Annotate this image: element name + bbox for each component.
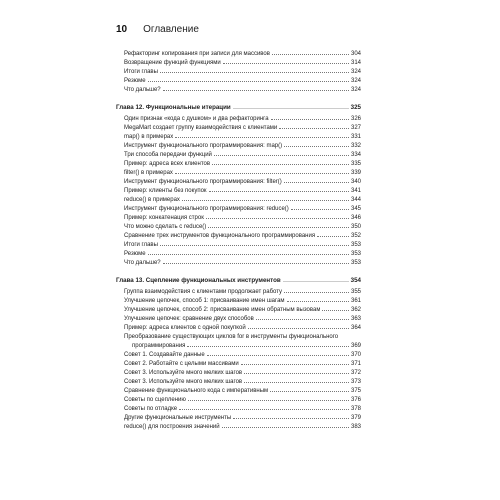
- dot-leader: [284, 182, 349, 183]
- toc-entry: [116, 86, 361, 95]
- toc-entry-page: 344: [350, 197, 361, 203]
- dot-leader: [271, 119, 349, 120]
- dot-leader: [270, 391, 349, 392]
- toc-entry-page: 352: [350, 233, 361, 239]
- toc-entry-title: Резюме: [124, 251, 146, 257]
- dot-leader: [182, 200, 349, 201]
- dot-leader: [322, 310, 349, 311]
- toc-entry-title: reduce() для построения значений: [124, 424, 220, 430]
- toc-entry-title: Инструмент функционального программирования: reduce(): [124, 206, 289, 212]
- dot-leader: [208, 227, 349, 228]
- toc-entry-title: Итоги главы: [124, 69, 158, 75]
- toc-entry-title: Пример: клиенты без покупок: [124, 188, 207, 194]
- toc-entry-page: 372: [350, 370, 361, 376]
- toc-entry: [116, 288, 361, 297]
- toc-entry: [116, 351, 361, 360]
- dot-leader: [284, 146, 349, 147]
- toc-entry-page: 334: [350, 152, 361, 158]
- toc-entry-page: 376: [350, 397, 361, 403]
- dot-leader: [163, 263, 349, 264]
- toc-entry: [116, 387, 361, 396]
- toc-entry-page: 331: [350, 134, 361, 140]
- toc-entry-page: 314: [350, 60, 361, 66]
- toc-entry-title: Совет 3. Используйте много мелких шагов: [124, 370, 243, 376]
- toc-chapter-entry: [116, 101, 361, 112]
- toc-entry-page: 325: [350, 104, 361, 111]
- dot-leader: [214, 155, 349, 156]
- toc-entry-title: Что дальше?: [124, 87, 161, 93]
- dot-leader: [206, 218, 349, 219]
- dot-leader: [233, 418, 349, 419]
- dot-leader: [175, 173, 349, 174]
- toc-entry-page: 350: [350, 224, 361, 230]
- toc-entry: [116, 178, 361, 187]
- toc-entry: [116, 187, 361, 196]
- toc-entry-page: 383: [350, 424, 361, 430]
- dot-leader: [209, 191, 349, 192]
- toc-entry-page: 371: [350, 361, 361, 367]
- toc-entry: [116, 324, 361, 333]
- dot-leader: [175, 137, 349, 138]
- toc-entry-title: Советы по сцеплению: [124, 397, 186, 403]
- toc-entry-title: Сравнение функционального кода с императивным: [124, 388, 269, 394]
- toc-entry-title: Резюме: [124, 78, 146, 84]
- toc-entry: [116, 259, 361, 268]
- toc-entry-title: Возвращение функций функциями: [124, 60, 221, 66]
- toc-entry-title: Три способа передачи функций: [124, 152, 212, 158]
- toc-entry: [116, 414, 361, 423]
- toc-entry: [116, 342, 361, 351]
- toc-entry: [116, 405, 361, 414]
- table-of-contents: [116, 50, 361, 432]
- toc-entry-title: Пример: адреса клиентов с одной покупкой: [124, 325, 246, 331]
- page-header: [116, 24, 199, 35]
- toc-entry-page: 353: [350, 242, 361, 248]
- dot-leader: [187, 346, 349, 347]
- toc-entry: [116, 133, 361, 142]
- toc-entry-title: Пример: адреса всех клиентов: [124, 161, 211, 167]
- page-title: Оглавление: [143, 24, 199, 35]
- toc-entry-page: 324: [350, 78, 361, 84]
- toc-entry-page: 373: [350, 379, 361, 385]
- toc-entry: [116, 124, 361, 133]
- toc-entry-page: 364: [350, 325, 361, 331]
- dot-leader: [248, 328, 349, 329]
- toc-entry: [116, 333, 361, 342]
- dot-leader: [283, 281, 349, 282]
- toc-entry: [116, 214, 361, 223]
- toc-entry: [116, 68, 361, 77]
- dot-leader: [160, 245, 349, 246]
- dot-leader: [256, 319, 349, 320]
- dot-leader: [287, 301, 349, 302]
- toc-entry-page: 340: [350, 179, 361, 185]
- toc-entry: [116, 241, 361, 250]
- dot-leader: [207, 355, 349, 356]
- toc-entry-page: 378: [350, 406, 361, 412]
- toc-entry-title: Улучшение цепочек, способ 2: присваивание имен обратным вызовам: [124, 307, 321, 313]
- toc-entry: [116, 223, 361, 232]
- toc-entry-title: Сравнение трех инструментов функционального программирования: [124, 233, 316, 239]
- dot-leader: [160, 72, 349, 73]
- toc-entry: [116, 169, 361, 178]
- toc-entry-page: 332: [350, 143, 361, 149]
- toc-entry: [116, 59, 361, 68]
- toc-entry-title: Глава 13. Сцепление функциональных инструментов: [116, 277, 281, 284]
- toc-entry-title: Итоги главы: [124, 242, 158, 248]
- toc-entry-page: 379: [350, 415, 361, 421]
- dot-leader: [212, 164, 349, 165]
- toc-entry: [116, 315, 361, 324]
- toc-entry-title: Улучшение цепочек, способ 1: присваивание имен шагам: [124, 298, 285, 304]
- toc-entry: [116, 378, 361, 387]
- toc-entry-page: 363: [350, 316, 361, 322]
- toc-entry: [116, 205, 361, 214]
- toc-entry: [116, 142, 361, 151]
- toc-entry-title: Инструмент функционального программирования: map(): [124, 143, 283, 149]
- dot-leader: [233, 108, 349, 109]
- toc-entry-page: 326: [350, 116, 361, 122]
- toc-entry-title: Глава 12. Функциональные итерации: [116, 104, 231, 111]
- toc-entry: [116, 423, 361, 432]
- toc-entry-title: Советы по отладке: [124, 406, 178, 412]
- toc-entry-title: Другие функциональные инструменты: [124, 415, 232, 421]
- toc-entry-page: 335: [350, 161, 361, 167]
- toc-entry-page: 369: [350, 343, 361, 349]
- toc-entry: [116, 369, 361, 378]
- dot-leader: [179, 409, 349, 410]
- toc-entry-title: Что дальше?: [124, 260, 161, 266]
- toc-entry-page: 327: [350, 125, 361, 131]
- toc-entry: [116, 77, 361, 86]
- toc-entry: [116, 396, 361, 405]
- toc-entry-title: Рефакторинг копирования при записи для массивов: [124, 51, 270, 57]
- dot-leader: [223, 63, 349, 64]
- dot-leader: [272, 54, 349, 55]
- toc-entry-title: Совет 2. Работайте с целыми массивами: [124, 361, 239, 367]
- toc-entry-title: Что можно сделать с reduce(): [124, 224, 207, 230]
- page-number: 10: [116, 24, 128, 35]
- toc-entry-title: Инструмент функционального программирования: filter(): [124, 179, 282, 185]
- toc-entry-page: 324: [350, 69, 361, 75]
- toc-entry: [116, 196, 361, 205]
- toc-entry-page: 354: [350, 277, 361, 284]
- dot-leader: [317, 236, 349, 237]
- dot-leader: [244, 382, 349, 383]
- toc-entry-page: 355: [350, 289, 361, 295]
- toc-entry-page: 353: [350, 251, 361, 257]
- toc-entry: [116, 160, 361, 169]
- toc-entry-title: filter() в примерах: [124, 170, 173, 176]
- dot-leader: [163, 90, 349, 91]
- toc-entry-title: Группа взаимодействия с клиентами продолжает работу: [124, 289, 283, 295]
- toc-entry: [116, 360, 361, 369]
- dot-leader: [279, 128, 349, 129]
- toc-entry-title: Совет 3. Используйте много мелких шагов: [124, 379, 243, 385]
- toc-entry-page: 324: [350, 87, 361, 93]
- toc-entry-page: 339: [350, 170, 361, 176]
- toc-entry: [116, 250, 361, 259]
- toc-entry-page: 361: [350, 298, 361, 304]
- toc-entry: [116, 50, 361, 59]
- toc-entry-title: Пример: конкатенация строк: [124, 215, 204, 221]
- dot-leader: [222, 427, 349, 428]
- toc-entry-page: 370: [350, 352, 361, 358]
- dot-leader: [244, 373, 349, 374]
- dot-leader: [148, 81, 349, 82]
- toc-entry-page: 341: [350, 188, 361, 194]
- dot-leader: [241, 364, 349, 365]
- toc-entry-title: Один признак «кода с душком» и два рефакторинга: [124, 116, 269, 122]
- dot-leader: [148, 254, 349, 255]
- toc-entry: [116, 232, 361, 241]
- dot-leader: [284, 292, 349, 293]
- toc-entry-title: Преобразование существующих циклов for в инструменты функционального: [124, 334, 339, 340]
- toc-entry-page: 362: [350, 307, 361, 313]
- toc-entry-page: 345: [350, 206, 361, 212]
- toc-entry-title: MegaMart создает группу взаимодействия с клиентами: [124, 125, 278, 131]
- dot-leader: [291, 209, 349, 210]
- toc-entry: [116, 151, 361, 160]
- toc-entry-title: reduce() в примерах: [124, 197, 180, 203]
- toc-entry-page: 353: [350, 260, 361, 266]
- toc-entry-title: программирования: [132, 343, 186, 349]
- toc-entry-page: 346: [350, 215, 361, 221]
- toc-chapter-entry: [116, 274, 361, 285]
- dot-leader: [188, 400, 349, 401]
- toc-entry-page: 304: [350, 51, 361, 57]
- toc-entry: [116, 297, 361, 306]
- toc-entry: [116, 306, 361, 315]
- toc-entry-page: 375: [350, 388, 361, 394]
- toc-entry-title: map() в примерах: [124, 134, 174, 140]
- toc-entry: [116, 115, 361, 124]
- toc-entry-title: Совет 1. Создавайте данные: [124, 352, 205, 358]
- toc-entry-title: Улучшение цепочек: сравнение двух способов: [124, 316, 254, 322]
